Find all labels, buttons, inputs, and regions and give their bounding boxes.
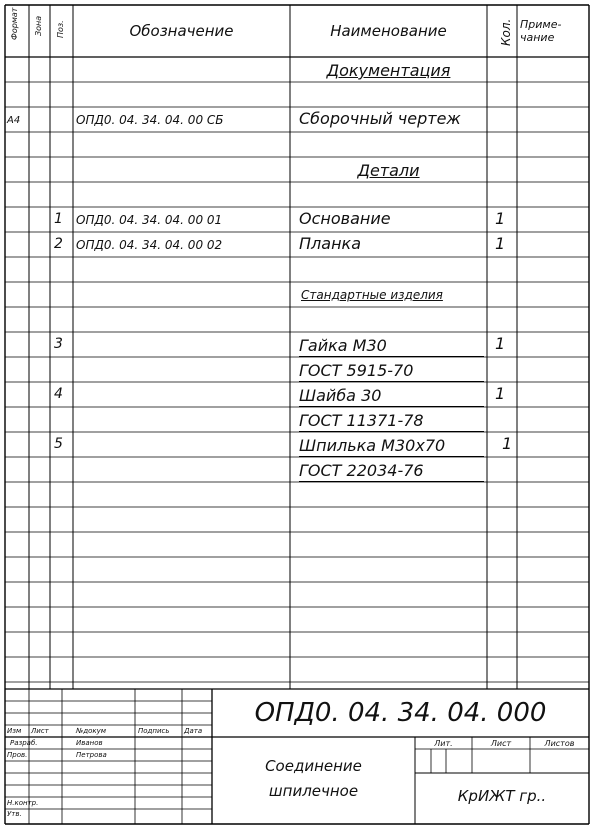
developed-name: Иванов bbox=[76, 739, 103, 747]
row-name: Документация bbox=[326, 61, 451, 80]
row-name: Гайка М30 bbox=[299, 336, 484, 357]
row-quantity: 1 bbox=[495, 209, 506, 228]
approved-label: Утв. bbox=[7, 810, 22, 818]
row-name: Планка bbox=[299, 234, 361, 253]
title-col-label: №докум bbox=[76, 727, 107, 735]
col-pos-header: Поз. bbox=[56, 20, 65, 38]
sheets-label: Листов bbox=[544, 739, 575, 748]
row-name: Стандартные изделия bbox=[301, 288, 443, 302]
row-position: 5 bbox=[54, 436, 63, 452]
sheet-label: Лист bbox=[490, 739, 512, 748]
row-position: 4 bbox=[54, 386, 63, 402]
title-col-label: Изм bbox=[7, 727, 22, 735]
row-quantity: 1 bbox=[495, 234, 506, 253]
title-col-label: Дата bbox=[184, 727, 203, 735]
row-name: Шайба 30 bbox=[299, 386, 484, 407]
title-col-label: Подпись bbox=[138, 727, 170, 735]
row-designation: ОПД0. 04. 34. 04. 00 СБ bbox=[76, 113, 224, 127]
row-position: 1 bbox=[54, 211, 63, 227]
document-code: ОПД0. 04. 34. 04. 000 bbox=[254, 698, 547, 728]
row-quantity: 1 bbox=[502, 434, 513, 453]
norm-control-label: Н.контр. bbox=[7, 799, 39, 807]
row-quantity: 1 bbox=[495, 334, 506, 353]
row-name: Сборочный чертеж bbox=[299, 109, 461, 128]
row-name: ГОСТ 11371-78 bbox=[299, 411, 484, 432]
checked-label: Пров. bbox=[7, 751, 28, 759]
row-name: Детали bbox=[357, 161, 420, 180]
col-designation-header: Обозначение bbox=[129, 22, 234, 40]
product-title-line1: Соединение bbox=[265, 757, 362, 775]
row-position: 3 bbox=[54, 336, 63, 352]
title-col-label: Лист bbox=[31, 727, 49, 735]
row-quantity: 1 bbox=[495, 384, 506, 403]
col-format-header: Формат bbox=[10, 7, 19, 40]
row-name: Основание bbox=[299, 209, 391, 228]
col-zone-header: Зона bbox=[34, 15, 43, 36]
organization: КрИЖТ гр.. bbox=[457, 787, 547, 805]
lit-label: Лит. bbox=[434, 739, 453, 748]
col-name-header: Наименование bbox=[330, 22, 447, 40]
product-title-line2: шпилечное bbox=[268, 782, 359, 800]
col-note-header: Приме- чание bbox=[520, 18, 562, 44]
row-designation: ОПД0. 04. 34. 04. 00 01 bbox=[76, 213, 223, 227]
checked-name: Петрова bbox=[76, 751, 107, 759]
row-designation: ОПД0. 04. 34. 04. 00 02 bbox=[76, 238, 223, 252]
row-position: 2 bbox=[54, 236, 63, 252]
row-name: ГОСТ 5915-70 bbox=[299, 361, 484, 382]
row-format: А4 bbox=[7, 115, 21, 126]
col-qty-header: Кол. bbox=[499, 18, 513, 46]
row-name: ГОСТ 22034-76 bbox=[299, 461, 484, 482]
developed-label: Разраб. bbox=[10, 739, 38, 747]
row-name: Шпилька М30х70 bbox=[299, 436, 484, 457]
